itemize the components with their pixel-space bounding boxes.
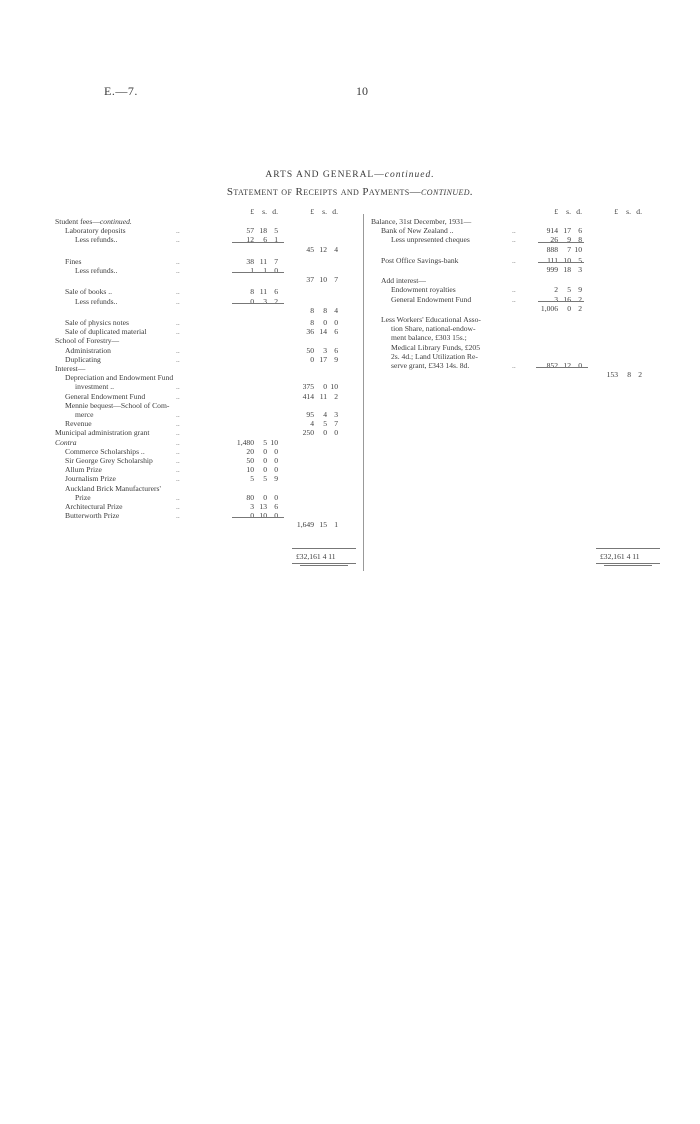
payment-amount-shillings: 0 — [567, 303, 571, 313]
payments-col-header-inner-p: £ — [554, 207, 558, 216]
receipt-label: Fines .. — [65, 256, 180, 266]
payment-amount-pounds: 888 — [546, 244, 558, 254]
payment-subtotal-rule — [538, 262, 584, 263]
receipt-amount-shillings: 5 — [263, 437, 267, 447]
receipt-amount-pence: 4 — [334, 305, 338, 315]
payment-label: Post Office Savings-bank .. — [381, 255, 516, 265]
payment-subtotal-rule — [538, 301, 584, 302]
receipts-col-header-inner-d: d. — [272, 207, 278, 216]
payment-amount — [600, 370, 642, 380]
receipt-amount-pounds: 37 — [306, 275, 314, 285]
receipts-col-header-outer-s: s. — [322, 207, 327, 216]
payment-amount — [540, 235, 582, 245]
receipt-label: Less refunds.. .. — [75, 296, 180, 306]
receipt-amount-shillings: 11 — [259, 256, 267, 266]
receipt-amount-pence: 0 — [274, 492, 278, 502]
payment-amount-pounds: 3 — [554, 294, 558, 304]
receipt-amount — [236, 493, 278, 503]
receipts-col-header-outer-p: £ — [310, 207, 314, 216]
receipt-amount-shillings: 10 — [259, 511, 267, 521]
receipt-amount-shillings: 8 — [323, 305, 327, 315]
receipt-amount-shillings: 4 — [323, 410, 327, 419]
receipt-amount-pounds: 414 — [302, 391, 314, 401]
payment-amount-pence: 5 — [578, 255, 582, 265]
payment-amount — [540, 285, 582, 295]
receipt-amount-pounds: 8 — [310, 305, 314, 315]
receipt-label: Less refunds.. .. — [75, 235, 180, 245]
receipt-amount-shillings: 0 — [263, 492, 267, 502]
receipt-label: Contra .. — [55, 437, 180, 447]
receipt-amount — [236, 235, 278, 245]
receipt-label: School of Forestry— — [55, 336, 120, 346]
payments-col-header-outer-s: s. — [626, 207, 631, 216]
receipt-amount-pounds: 1,649 — [296, 520, 314, 530]
receipt-label: Student fees—continued. — [55, 217, 132, 226]
receipt-subtotal-rule — [232, 517, 284, 518]
receipt-amount-shillings: 0 — [263, 465, 267, 475]
receipt-label: General Endowment Fund .. — [65, 391, 180, 401]
receipt-amount-shillings: 6 — [263, 235, 267, 245]
receipt-amount-shillings: 15 — [319, 520, 327, 530]
column-divider — [363, 214, 364, 571]
receipts-total-rule-top — [292, 548, 356, 549]
receipts-col-header-outer-d: d. — [332, 207, 338, 216]
receipt-amount-pence: 0 — [274, 446, 278, 456]
payment-amount — [540, 361, 582, 371]
payment-amount-pence: 8 — [578, 235, 582, 245]
receipt-amount-shillings: 14 — [319, 327, 327, 337]
receipt-amount-pence: 5 — [274, 226, 278, 236]
receipt-label: Auckland Brick Manufacturers' — [65, 483, 161, 493]
payment-amount-shillings: 7 — [567, 244, 571, 254]
payment-amount-pounds: 2 — [554, 285, 558, 295]
receipt-amount-pence: 0 — [334, 318, 338, 327]
receipt-amount-pence: 3 — [334, 410, 338, 419]
payment-amount-shillings: 8 — [627, 370, 631, 380]
receipt-amount-pence: 7 — [274, 256, 278, 266]
receipt-amount-pounds: 0 — [250, 296, 254, 306]
receipt-amount-pence: 2 — [274, 296, 278, 306]
receipt-amount-pence: 9 — [274, 474, 278, 484]
receipt-label: Duplicating .. — [65, 354, 180, 364]
receipt-amount-pounds: 57 — [246, 226, 254, 236]
receipt-amount-pence: 0 — [274, 266, 278, 275]
receipt-label: Journalism Prize .. — [65, 474, 180, 484]
receipt-label: Commerce Scholarships .. .. — [65, 446, 180, 456]
payment-amount-pounds: 852 — [546, 361, 558, 370]
receipt-amount-pounds: 50 — [306, 345, 314, 355]
receipt-amount-shillings: 0 — [323, 428, 327, 438]
receipt-label: Municipal administration grant .. — [55, 428, 180, 438]
receipt-amount-pounds: 80 — [246, 492, 254, 502]
receipt-amount — [296, 346, 338, 356]
receipts-col-header-outer — [296, 207, 338, 217]
payment-amount-pounds: 1,006 — [540, 303, 558, 313]
payments-col-header-inner-d: d. — [576, 207, 582, 216]
payments-total-rule-bottom — [596, 563, 660, 564]
receipt-amount — [296, 419, 338, 429]
receipt-amount-shillings: 10 — [319, 275, 327, 285]
receipt-amount-pounds: 8 — [310, 318, 314, 327]
payment-label: serve grant, £343 14s. 8d. .. — [391, 361, 516, 370]
payments-col-header-outer — [600, 207, 642, 217]
receipt-amount-pounds: 0 — [250, 511, 254, 521]
receipt-amount — [236, 474, 278, 484]
payments-col-header-outer-p: £ — [614, 207, 618, 216]
payment-amount-pence: 10 — [574, 244, 582, 254]
receipt-amount-shillings: 13 — [259, 502, 267, 511]
receipt-amount-pounds: 1,480 — [236, 437, 254, 447]
receipt-amount-shillings: 0 — [263, 456, 267, 465]
payment-amount-shillings: 10 — [563, 255, 571, 265]
receipt-amount-pounds: 4 — [310, 419, 314, 429]
receipt-amount-pence: 7 — [334, 419, 338, 429]
receipt-amount-shillings: 18 — [259, 226, 267, 236]
payment-amount — [540, 265, 582, 275]
receipt-label: Depreciation and Endowment Fund — [65, 373, 174, 383]
payment-amount-pence: 2 — [638, 370, 642, 380]
payment-amount-shillings: 16 — [563, 294, 571, 304]
receipt-amount-pence: 1 — [274, 235, 278, 245]
receipt-amount — [296, 355, 338, 365]
receipt-amount — [236, 502, 278, 512]
receipts-total-rule-double — [300, 565, 348, 566]
receipt-amount-pounds: 3 — [250, 502, 254, 511]
payment-label: Endowment royalties .. — [391, 285, 516, 295]
receipt-label: Sale of duplicated material .. — [65, 327, 180, 337]
receipt-amount-shillings: 0 — [323, 382, 327, 392]
page-number: 10 — [356, 84, 368, 98]
receipt-amount-pence: 9 — [334, 354, 338, 364]
receipt-amount-pounds: 1 — [250, 266, 254, 275]
receipt-amount-pence: 0 — [274, 511, 278, 521]
receipt-label: Interest— — [55, 364, 86, 373]
receipt-amount-pounds: 38 — [246, 256, 254, 266]
payment-amount-pence: 2 — [578, 303, 582, 313]
receipt-amount-pence: 0 — [334, 428, 338, 438]
section-title: ARTS AND GENERAL—continued. — [265, 170, 435, 180]
receipt-label: Revenue .. — [65, 419, 180, 429]
receipt-amount-pence: 7 — [334, 275, 338, 285]
payment-amount-shillings: 12 — [563, 361, 571, 370]
receipt-amount — [296, 428, 338, 438]
payments-total-rule-double — [604, 565, 652, 566]
receipt-amount-pounds: 375 — [302, 382, 314, 392]
receipt-amount — [236, 438, 278, 448]
receipt-amount-shillings: 3 — [323, 345, 327, 355]
receipt-amount-pence: 1 — [334, 520, 338, 530]
receipt-amount — [296, 382, 338, 392]
receipt-amount-pounds: 20 — [246, 446, 254, 456]
receipt-amount — [296, 392, 338, 402]
receipt-amount-pounds: 50 — [246, 456, 254, 465]
receipt-amount-shillings: 5 — [323, 419, 327, 429]
receipt-amount-pence: 4 — [334, 244, 338, 254]
receipt-subtotal-rule — [232, 303, 284, 304]
payment-label: Less Workers' Educational Asso- — [381, 315, 481, 324]
receipt-amount — [236, 266, 278, 276]
receipt-label: Prize .. — [75, 492, 180, 502]
payment-amount-shillings: 17 — [563, 226, 571, 236]
payment-label: General Endowment Fund .. — [391, 294, 516, 304]
receipt-amount — [236, 226, 278, 236]
receipt-amount-pence: 6 — [334, 345, 338, 355]
payment-label: ment balance, £303 15s.; — [391, 333, 467, 343]
payment-amount-pence: 2 — [578, 294, 582, 304]
receipt-label: merce .. — [75, 410, 180, 419]
payments-col-header-inner-s: s. — [566, 207, 571, 216]
receipt-amount-pounds: 5 — [250, 474, 254, 484]
receipt-amount-shillings: 0 — [323, 318, 327, 327]
payments-total-rule-top — [596, 548, 660, 549]
receipt-subtotal-rule — [232, 272, 284, 273]
payment-amount — [540, 256, 582, 266]
receipt-amount-shillings: 3 — [263, 296, 267, 306]
receipt-amount-pounds: 10 — [246, 465, 254, 475]
receipt-amount — [236, 511, 278, 521]
payment-amount-pounds: 914 — [546, 226, 558, 236]
payment-amount — [540, 295, 582, 305]
receipt-amount-pounds: 95 — [306, 410, 314, 419]
receipt-amount — [296, 520, 338, 530]
payment-amount-pence: 0 — [578, 361, 582, 370]
payments-total: £32,161 4 11 — [600, 552, 640, 561]
receipt-label: Sale of physics notes .. — [65, 318, 180, 327]
receipt-label: Architectural Prize .. — [65, 502, 180, 511]
payments-col-header-outer-d: d. — [636, 207, 642, 216]
receipt-label: Sale of books .. .. — [65, 287, 180, 297]
receipt-amount-pence: 10 — [270, 437, 278, 447]
payment-amount — [540, 304, 582, 314]
payment-label: tion Share, national-endow- — [391, 324, 476, 334]
receipt-label: Sir George Grey Scholarship .. — [65, 456, 180, 465]
payment-amount-pence: 9 — [578, 285, 582, 295]
payment-label: Balance, 31st December, 1931— — [371, 217, 472, 226]
receipt-amount — [236, 257, 278, 267]
receipt-amount — [236, 287, 278, 297]
receipt-amount-pence: 2 — [334, 391, 338, 401]
receipt-amount — [236, 447, 278, 457]
payment-amount-shillings: 9 — [567, 235, 571, 245]
receipt-amount-pence: 6 — [334, 327, 338, 337]
receipt-amount-shillings: 5 — [263, 474, 267, 484]
payment-amount — [540, 226, 582, 236]
receipt-amount-shillings: 11 — [319, 391, 327, 401]
statement-title: Statement of Receipts and Payments—continued. — [226, 186, 474, 198]
payment-label: Add interest— — [381, 276, 426, 286]
payment-subtotal-rule — [536, 367, 588, 368]
payment-amount-pence: 6 — [578, 226, 582, 236]
receipt-amount-pounds: 12 — [246, 235, 254, 245]
receipt-amount-pence: 6 — [274, 502, 278, 511]
receipt-amount — [236, 297, 278, 307]
receipt-amount — [296, 245, 338, 255]
page-reference: E.—7. — [104, 84, 138, 98]
receipt-label: Less refunds.. .. — [75, 266, 180, 275]
receipt-label: Allum Prize .. — [65, 465, 180, 475]
payment-amount — [540, 245, 582, 255]
payment-label: Less unpresented cheques .. — [391, 235, 516, 245]
payment-amount-shillings: 5 — [567, 285, 571, 295]
receipt-amount-pence: 0 — [274, 465, 278, 475]
payment-label: 2s. 4d.; Land Utilization Re- — [391, 351, 478, 361]
receipt-label: Administration .. — [65, 345, 180, 355]
receipt-amount — [296, 410, 338, 420]
receipt-amount-pounds: 45 — [306, 244, 314, 254]
payment-amount-shillings: 18 — [563, 265, 571, 274]
receipts-col-header-inner-p: £ — [250, 207, 254, 216]
receipts-col-header-inner-s: s. — [262, 207, 267, 216]
receipt-amount-shillings: 17 — [319, 354, 327, 364]
receipts-col-header-inner — [236, 207, 278, 217]
receipt-amount-shillings: 0 — [263, 446, 267, 456]
receipt-amount — [236, 465, 278, 475]
payment-amount-pounds: 26 — [550, 235, 558, 245]
receipt-amount — [296, 275, 338, 285]
payment-amount-pounds: 999 — [546, 265, 558, 274]
receipt-label: Butterworth Prize .. — [65, 511, 180, 521]
receipt-amount — [296, 318, 338, 328]
receipt-amount-shillings: 11 — [259, 287, 267, 297]
receipt-amount — [236, 456, 278, 466]
receipt-amount-pounds: 8 — [250, 287, 254, 297]
payment-subtotal-rule — [538, 242, 584, 243]
receipt-amount-pounds: 36 — [306, 327, 314, 337]
receipt-amount-pence: 10 — [330, 382, 338, 392]
payment-amount-pence: 3 — [578, 265, 582, 274]
receipts-total-rule-bottom — [292, 563, 356, 564]
receipt-label: investment .. .. — [75, 382, 180, 392]
receipt-amount-pence: 0 — [274, 456, 278, 465]
receipt-label: Laboratory deposits .. — [65, 226, 180, 236]
payment-amount-pounds: 111 — [547, 255, 558, 265]
receipt-subtotal-rule — [232, 242, 284, 243]
receipt-amount-shillings: 1 — [263, 266, 267, 275]
payment-amount-pounds: 153 — [606, 370, 618, 380]
payments-col-header-inner — [540, 207, 582, 217]
payment-label: Bank of New Zealand .. .. — [381, 226, 516, 236]
receipt-label: Mennie bequest—School of Com- — [65, 400, 170, 410]
receipt-amount — [296, 327, 338, 337]
receipt-amount-pounds: 0 — [310, 354, 314, 364]
payment-label: Medical Library Funds, £205 — [391, 342, 481, 352]
receipt-amount — [296, 306, 338, 316]
receipt-amount-shillings: 12 — [319, 244, 327, 254]
receipt-amount-pence: 6 — [274, 287, 278, 297]
receipts-total: £32,161 4 11 — [296, 552, 336, 561]
receipt-amount-pounds: 250 — [302, 428, 314, 438]
